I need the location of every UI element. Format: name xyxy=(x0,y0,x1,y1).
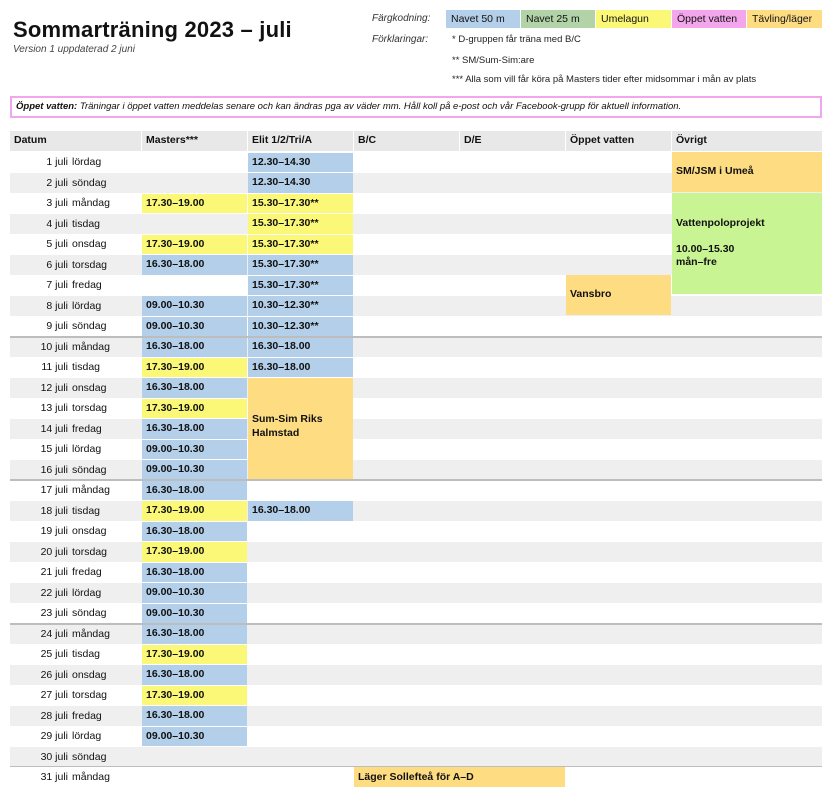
masters-cell: 09.00–10.30 xyxy=(142,296,247,316)
notes-label: Förklaringar: xyxy=(372,34,429,45)
table-row xyxy=(10,378,822,399)
weekday-cell: söndag xyxy=(72,176,107,189)
page-title: Sommarträning 2023 – juli xyxy=(13,17,292,42)
weekday-cell: torsdag xyxy=(72,545,108,558)
block-vansbro xyxy=(566,275,671,315)
masters-cell: 16.30–18.00 xyxy=(142,522,247,542)
elit-cell: 16.30–18.00 xyxy=(248,501,353,521)
date-cell: 18 juli xyxy=(40,504,68,517)
weekday-cell: fredag xyxy=(72,709,102,722)
block-lager-text: Läger Sollefteå för A–D xyxy=(358,771,474,783)
date-cell: 14 juli xyxy=(40,422,68,435)
table-row xyxy=(10,296,822,317)
date-cell: 24 juli xyxy=(40,627,68,640)
date-cell: 28 juli xyxy=(40,709,68,722)
legend-navet25: Navet 25 m xyxy=(521,10,595,28)
masters-cell: 16.30–18.00 xyxy=(142,419,247,439)
block-vansbro-text: Vansbro xyxy=(570,288,612,300)
table-row xyxy=(10,357,822,378)
table-row xyxy=(10,542,822,563)
elit-cell: 10.30–12.30** xyxy=(248,317,353,337)
date-cell: 10 juli xyxy=(40,340,68,353)
legend-umelagun: Umelagun xyxy=(596,10,671,28)
legend-oppet-vatten: Öppet vatten xyxy=(672,10,746,28)
weekday-cell: söndag xyxy=(72,320,107,332)
masters-cell: 09.00–10.30 xyxy=(142,460,247,480)
date-cell: 9 juli xyxy=(46,320,68,332)
date-cell: 29 juli xyxy=(40,730,68,742)
weekday-cell: fredag xyxy=(72,279,102,291)
date-cell: 5 juli xyxy=(46,238,68,250)
weekday-cell: fredag xyxy=(72,566,102,578)
elit-cell: 12.30–14.30 xyxy=(248,173,353,193)
date-cell: 1 juli xyxy=(46,156,68,168)
table-row xyxy=(10,460,822,481)
elit-cell: 12.30–14.30 xyxy=(248,153,353,173)
block-lager xyxy=(354,767,565,787)
masters-cell: 17.30–19.00 xyxy=(142,399,247,419)
header-elit: Elit 1/2/Tri/A xyxy=(248,131,353,151)
weekday-cell: lördag xyxy=(72,730,102,742)
weekday-cell: lördag xyxy=(72,586,102,599)
elit-cell: 15.30–17.30** xyxy=(248,276,353,296)
weekday-cell: lördag xyxy=(72,299,102,312)
note-masters: *** Alla som vill får köra på Masters tider efter midsommar i mån av plats xyxy=(452,74,757,85)
date-cell: 3 juli xyxy=(46,197,68,209)
elit-cell: 16.30–18.00 xyxy=(248,337,353,357)
elit-cell: 15.30–17.30** xyxy=(248,255,353,275)
masters-cell: 09.00–10.30 xyxy=(142,604,247,624)
masters-cell: 09.00–10.30 xyxy=(142,440,247,460)
block-vattenpolo-time: 10.00–15.30 xyxy=(676,243,735,255)
header-de: D/E xyxy=(460,131,565,151)
date-cell: 27 juli xyxy=(40,689,68,701)
week-separator xyxy=(10,479,822,481)
date-cell: 23 juli xyxy=(40,607,68,619)
weekday-cell: torsdag xyxy=(72,258,108,271)
table-row xyxy=(10,603,822,624)
date-cell: 7 juli xyxy=(46,279,68,291)
date-cell: 20 juli xyxy=(40,545,68,558)
elit-cell: 16.30–18.00 xyxy=(248,358,353,378)
date-cell: 21 juli xyxy=(40,566,68,578)
masters-cell: 17.30–19.00 xyxy=(142,686,247,706)
open-water-info xyxy=(10,96,822,118)
masters-cell: 17.30–19.00 xyxy=(142,501,247,521)
header-oppet-vatten: Öppet vatten xyxy=(566,131,671,151)
table-row xyxy=(10,398,822,419)
masters-cell: 16.30–18.00 xyxy=(142,563,247,583)
elit-cell: 15.30–17.30** xyxy=(248,194,353,214)
date-cell: 6 juli xyxy=(46,258,68,271)
block-sumsim-line2: Halmstad xyxy=(252,427,300,439)
table-row xyxy=(10,337,822,358)
open-water-info-label: Öppet vatten: xyxy=(16,101,78,112)
legend-tavling: Tävling/läger xyxy=(747,10,822,28)
weekday-cell: tisdag xyxy=(72,361,101,373)
block-sumsim xyxy=(248,378,353,479)
masters-cell: 16.30–18.00 xyxy=(142,255,247,275)
table-row xyxy=(10,747,822,768)
date-cell: 4 juli xyxy=(46,217,68,230)
table-row xyxy=(10,706,822,727)
weekday-cell: onsdag xyxy=(72,381,107,394)
block-sumsim-line1: Sum-Sim Riks xyxy=(252,413,323,425)
header-datum: Datum xyxy=(10,131,141,151)
weekday-cell: onsdag xyxy=(72,238,107,250)
note-sm-sumsim: ** SM/Sum-Sim:are xyxy=(452,55,535,66)
masters-cell: 09.00–10.30 xyxy=(142,583,247,603)
weekday-cell: måndag xyxy=(72,627,110,640)
elit-cell: 15.30–17.30** xyxy=(248,235,353,255)
masters-cell: 17.30–19.00 xyxy=(142,194,247,214)
weekday-cell: onsdag xyxy=(72,668,107,681)
date-cell: 16 juli xyxy=(40,463,68,476)
masters-cell: 16.30–18.00 xyxy=(142,706,247,726)
color-legend-label: Färgkodning: xyxy=(372,13,431,24)
table-row xyxy=(10,685,822,706)
elit-cell: 10.30–12.30** xyxy=(248,296,353,316)
table-row xyxy=(10,644,822,665)
masters-cell: 16.30–18.00 xyxy=(142,337,247,357)
block-vattenpolo-title: Vattenpoloprojekt xyxy=(676,217,765,229)
table-row xyxy=(10,521,822,542)
legend-navet50: Navet 50 m xyxy=(446,10,520,28)
date-cell: 30 juli xyxy=(40,750,68,763)
masters-cell: 17.30–19.00 xyxy=(142,358,247,378)
weekday-cell: tisdag xyxy=(72,217,101,230)
table-row xyxy=(10,480,822,501)
block-sm-jsm-text: SM/JSM i Umeå xyxy=(676,165,754,177)
masters-cell: 17.30–19.00 xyxy=(142,645,247,665)
weekday-cell: torsdag xyxy=(72,402,108,414)
weekday-cell: söndag xyxy=(72,463,107,476)
header-bc: B/C xyxy=(354,131,459,151)
weekday-cell: måndag xyxy=(72,771,110,783)
masters-cell: 16.30–18.00 xyxy=(142,665,247,685)
header-ovrigt: Övrigt xyxy=(672,131,822,151)
date-cell: 22 juli xyxy=(40,586,68,599)
weekday-cell: tisdag xyxy=(72,648,101,660)
block-sm-jsm xyxy=(672,152,822,192)
week-separator xyxy=(10,336,822,338)
table-row xyxy=(10,624,822,645)
table-row xyxy=(10,316,822,337)
table-row xyxy=(10,665,822,686)
table-row xyxy=(10,419,822,440)
masters-cell: 17.30–19.00 xyxy=(142,542,247,562)
header-masters: Masters*** xyxy=(142,131,247,151)
table-row xyxy=(10,583,822,604)
masters-cell: 16.30–18.00 xyxy=(142,481,247,501)
week-separator xyxy=(10,623,822,625)
block-vattenpolo-days: mån–fre xyxy=(676,256,717,268)
masters-cell: 16.30–18.00 xyxy=(142,624,247,644)
weekday-cell: måndag xyxy=(72,484,110,496)
open-water-info-text: Träningar i öppet vatten meddelas senare och kan ändras pga av väder mm. Håll koll på e-post och vår Facebook-grupp för aktuell information. xyxy=(77,101,682,112)
page-subtitle: Version 1 uppdaterad 2 juni xyxy=(13,44,135,55)
weekday-cell: lördag xyxy=(72,156,102,168)
table-row xyxy=(10,726,822,747)
weekday-cell: måndag xyxy=(72,340,110,353)
weekday-cell: måndag xyxy=(72,197,110,209)
date-cell: 19 juli xyxy=(40,525,68,537)
weekday-cell: onsdag xyxy=(72,525,107,537)
date-cell: 12 juli xyxy=(40,381,68,394)
masters-cell: 17.30–19.00 xyxy=(142,235,247,255)
table-row xyxy=(10,439,822,460)
weekday-cell: lördag xyxy=(72,443,102,455)
date-cell: 8 juli xyxy=(46,299,68,312)
date-cell: 13 juli xyxy=(40,402,68,414)
date-cell: 31 juli xyxy=(40,771,68,783)
block-vattenpolo xyxy=(672,193,822,294)
weekday-cell: tisdag xyxy=(72,504,101,517)
weekday-cell: söndag xyxy=(72,607,107,619)
weekday-cell: fredag xyxy=(72,422,102,435)
masters-cell: 09.00–10.30 xyxy=(142,317,247,337)
date-cell: 26 juli xyxy=(40,668,68,681)
date-cell: 25 juli xyxy=(40,648,68,660)
note-d-gruppen: * D-gruppen får träna med B/C xyxy=(452,34,581,45)
masters-cell: 16.30–18.00 xyxy=(142,378,247,398)
date-cell: 15 juli xyxy=(40,443,68,455)
table-row xyxy=(10,562,822,583)
elit-cell: 15.30–17.30** xyxy=(248,214,353,234)
table-row xyxy=(10,501,822,522)
date-cell: 11 juli xyxy=(41,361,68,373)
weekday-cell: söndag xyxy=(72,750,107,763)
weekday-cell: torsdag xyxy=(72,689,108,701)
date-cell: 2 juli xyxy=(46,176,68,189)
masters-cell: 09.00–10.30 xyxy=(142,727,247,747)
date-cell: 17 juli xyxy=(40,484,68,496)
